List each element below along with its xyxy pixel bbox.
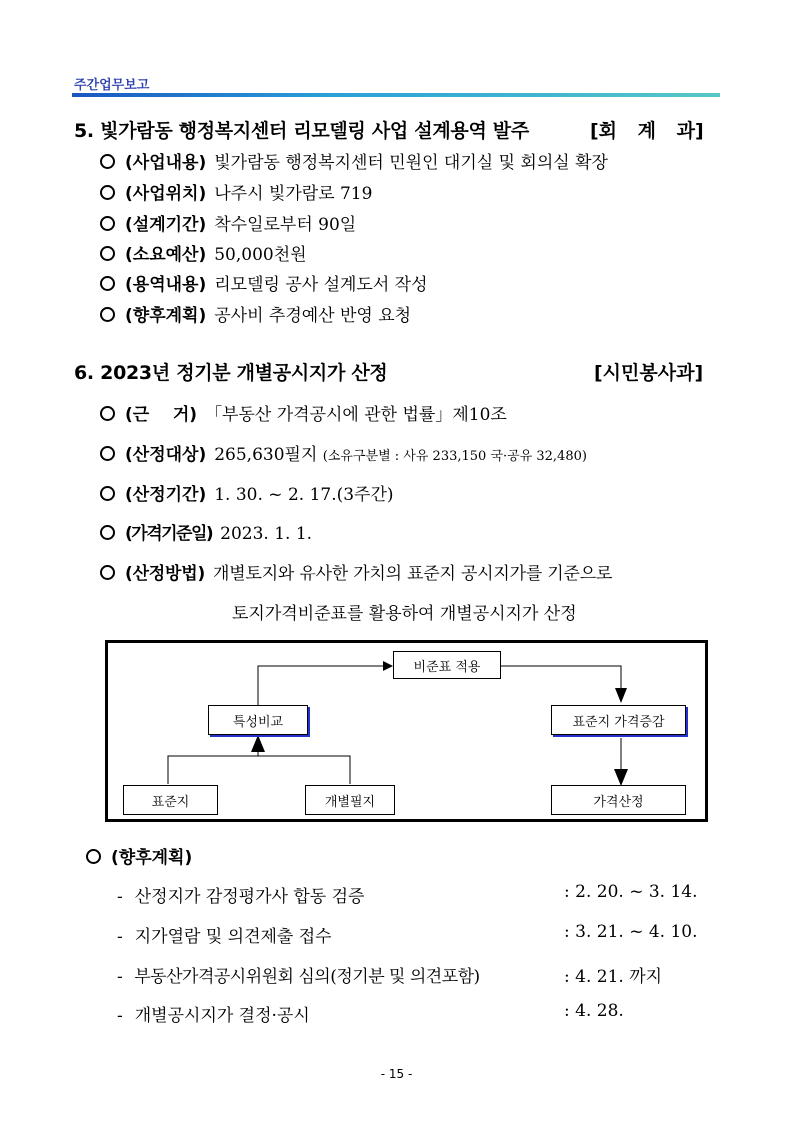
section5-title: 5. 빛가람동 행정복지센터 리모델링 사업 설계용역 발주 (74, 120, 529, 142)
bullet-circle-icon (100, 446, 115, 461)
plan-row: - 지가열람 및 의견제출 접수 (117, 927, 332, 947)
bullet-circle-icon (86, 849, 101, 864)
bullet-circle-icon (100, 525, 115, 540)
page-number: - 15 - (380, 1067, 413, 1081)
section6-item: (산정기간) 1. 30. ~ 2. 17.(3주간) (100, 480, 394, 505)
bullet-circle-icon (100, 216, 115, 231)
report-header-label: 주간업무보고 (74, 78, 150, 93)
bullet-circle-icon (100, 406, 115, 421)
bullet-circle-icon (100, 565, 115, 580)
bullet-circle-icon (100, 486, 115, 501)
bullet-circle-icon (100, 276, 115, 291)
section5-item: (사업내용) 빛가람동 행정복지센터 민원인 대기실 및 회의실 확장 (100, 148, 608, 173)
section6-item: (근 거) 「부동산 가격공시에 관한 법률」제10조 (100, 400, 507, 425)
section6-dept: [시민봉사과] (594, 362, 704, 384)
bullet-circle-icon (100, 185, 115, 200)
section5-item: (소요예산) 50,000천원 (100, 240, 307, 265)
section6-title: 6. 2023년 정기분 개별공시지가 산정 (74, 362, 388, 384)
header-divider (72, 93, 720, 97)
bullet-circle-icon (100, 307, 115, 322)
plan-row-date: : 3. 21. ~ 4. 10. (564, 922, 698, 942)
diagram-box-price-calc: 가격산정 (551, 785, 686, 815)
section5-dept: [회 계 과] (590, 120, 704, 142)
diagram-box-std-price-change: 표준지 가격증감 (551, 705, 686, 735)
plan-row-date: : 4. 21. 까지 (564, 967, 663, 987)
diagram-box-compare: 특성비교 (208, 705, 308, 735)
process-diagram (105, 640, 708, 822)
diagram-box-std-land: 표준지 (123, 785, 218, 815)
plan-row-date: : 4. 28. (564, 1001, 624, 1021)
plan-row: - 산정지가 감정평가사 합동 검증 (117, 887, 365, 907)
section6-item: (산정방법) 개별토지와 유사한 가치의 표준지 공시지가를 기준으로 (100, 559, 612, 584)
plan-row-date: : 2. 20. ~ 3. 14. (564, 882, 698, 902)
plan-heading: (향후계획) (86, 843, 200, 868)
section5-item: (사업위치) 나주시 빛가람로 719 (100, 179, 372, 204)
section5-item: (용역내용) 리모델링 공사 설계도서 작성 (100, 270, 428, 295)
section6-item: (가격기준일) 2023. 1. 1. (100, 519, 312, 544)
section5-item: (설계기간) 착수일로부터 90일 (100, 210, 356, 235)
section6-item-continued: 토지가격비준표를 활용하여 개별공시지가 산정 (232, 604, 577, 624)
section6-item: (산정대상) 265,630필지 (소유구분별 : 사유 233,150 국·공유 32,480) (100, 440, 587, 465)
plan-row: - 부동산가격공시위원회 심의(정기분 및 의견포함) (117, 967, 480, 987)
bullet-circle-icon (100, 154, 115, 169)
diagram-box-indiv-land: 개별필지 (305, 785, 395, 815)
bullet-circle-icon (100, 246, 115, 261)
section5-item: (향후계획) 공사비 추경예산 반영 요청 (100, 301, 411, 326)
diagram-box-apply-table: 비준표 적용 (393, 651, 501, 679)
plan-row: - 개별공시지가 결정·공시 (117, 1006, 310, 1026)
